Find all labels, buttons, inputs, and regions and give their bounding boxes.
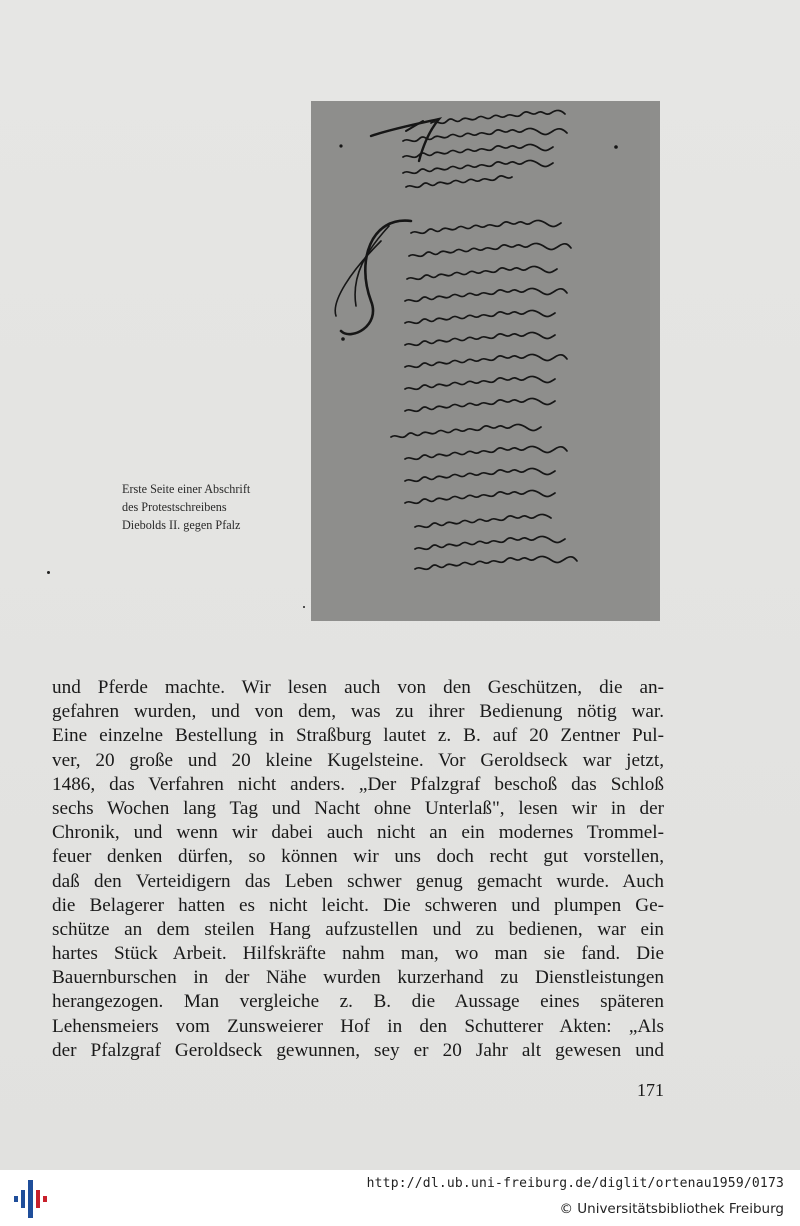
- text-line: Bauernburschen in der Nähe wurden kurzerhand zu Dienstleistungen: [52, 967, 664, 989]
- text-line: die Belagerer hatten es nicht leicht. Die schweren und plumpen Ge-: [52, 894, 664, 916]
- footer-bar: [0, 1170, 800, 1226]
- caption-line: Erste Seite einer Abschrift: [122, 482, 251, 496]
- text-line: und Pferde machte. Wir lesen auch von den Geschützen, die an-: [52, 677, 664, 698]
- text-line: herangezogen. Man vergleiche z. B. die Aussage eines späteren: [52, 991, 664, 1013]
- text-line: Chronik, und wenn wir dabei auch nicht an ein modernes Trommel-: [52, 822, 664, 844]
- text-line: schütze an dem steilen Hang aufzustellen und zu bedienen, war ein: [52, 918, 664, 940]
- figure-caption: [122, 480, 312, 534]
- text-line: sechs Wochen lang Tag und Nacht ohne Unterlaß", lesen wir in der: [52, 797, 664, 819]
- body-paragraph: [52, 676, 664, 1063]
- text-line: 1486, das Verfahren nicht anders. „Der Pfalzgraf beschoß das Schloß: [52, 773, 664, 795]
- manuscript-facsimile-image: [311, 101, 660, 621]
- text-line: feuer denken dürfen, so können wir uns doch recht gut vorstellen,: [52, 846, 664, 868]
- caption-line: Diebolds II. gegen Pfalz: [122, 518, 241, 532]
- text-line: hartes Stück Arbeit. Hilfskräfte nahm man, wo man sie fand. Die: [52, 943, 664, 965]
- text-line: gefahren wurden, und von dem, was zu ihrer Bedienung nötig war.: [52, 701, 664, 723]
- scan-speck: [303, 606, 305, 608]
- text-line: daß den Verteidigern das Leben schwer genug gemacht wurde. Auch: [52, 870, 664, 892]
- copyright-notice: © Universitätsbibliothek Freiburg: [559, 1201, 784, 1217]
- text-line: der Pfalzgraf Geroldseck gewunnen, sey er 20 Jahr alt gewesen und: [52, 1039, 664, 1061]
- text-line: ver, 20 große und 20 kleine Kugelsteine. Vor Geroldseck war jetzt,: [52, 749, 664, 771]
- text-line: Lehensmeiers vom Zunsweierer Hof in den Schutterer Akten: „Als: [52, 1015, 664, 1037]
- ub-freiburg-logo-icon[interactable]: [10, 1176, 52, 1222]
- caption-line: des Protestschreibens: [122, 500, 227, 514]
- document-url-link[interactable]: http://dl.ub.uni-freiburg.de/diglit/ortenau1959/0173: [366, 1176, 784, 1191]
- text-line: Eine einzelne Bestellung in Straßburg lautet z. B. auf 20 Zentner Pul-: [52, 725, 664, 747]
- scan-speck: [47, 571, 50, 574]
- page-number: 171: [637, 1080, 664, 1100]
- handwriting-illustration: [311, 101, 660, 621]
